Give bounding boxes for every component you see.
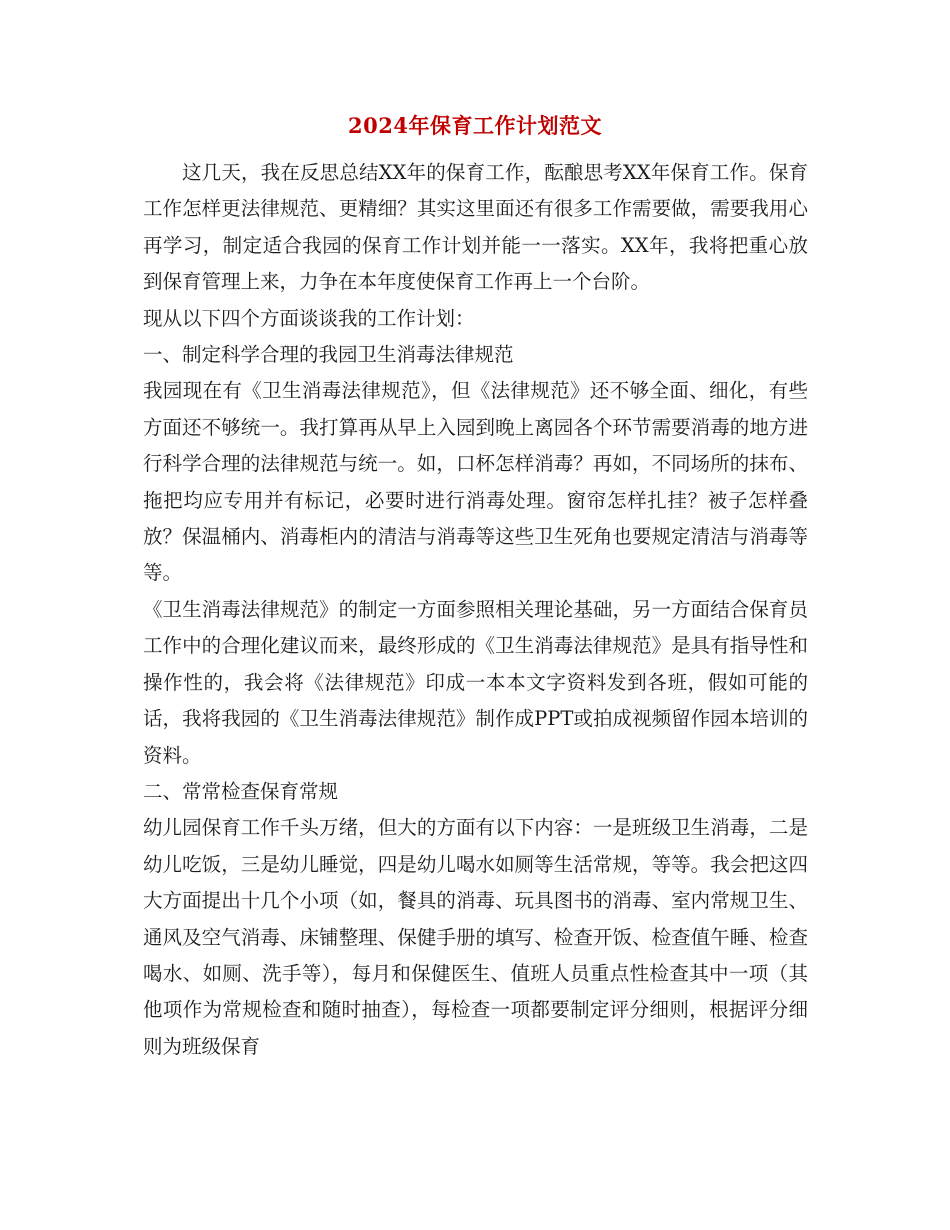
paragraph-intro: 这几天，我在反思总结XX年的保育工作，酝酿思考XX年保育工作。保育工作怎样更法律规范、更精细？其实这里面还有很多工作需要做，需要我用心再学习，制定适合我园的保育工作计划并能一一落实。XX年，我将把重心放到保育管理上来，力争在本年度使保育工作再上一个台阶。 <box>143 161 808 294</box>
paragraph-section-1a: 我园现在有《卫生消毒法律规范》，但《法律规范》还不够全面、细化，有些方面还不够统一。我打算再从早上入园到晚上离园各个环节需要消毒的地方进行科学合理的法律规范与统一。如，口杯怎样消毒？再如，不同场所的抹布、拖把均应专用并有标记，必要时进行消毒处理。窗帘怎样扎挂？被子怎样叠放？保温桶内、消毒柜内的清洁与消毒等这些卫生死角也要规定清洁与消毒等等。 <box>143 379 808 585</box>
paragraph-section-2a: 幼儿园保育工作千头万绪，但大的方面有以下内容：一是班级卫生消毒，二是幼儿吃饭，三是幼儿睡觉，四是幼儿喝水如厕等生活常规，等等。我会把这四大方面提出十几个小项（如，餐具的消毒、玩具图书的消毒、室内常规卫生、通风及空气消毒、床铺整理、保健手册的填写、检查开饭、检查值午睡、检查喝水、如厕、洗手等），每月和保健医生、值班人员重点性检查其中一项（其他项作为常规检查和随时抽查），每检查一项都要制定评分细则，根据评分细则为班级保育 <box>143 816 808 1058</box>
section-heading-2: 二、常常检查保育常规 <box>143 779 339 803</box>
paragraph-section-1b: 《卫生消毒法律规范》的制定一方面参照相关理论基础，另一方面结合保育员工作中的合理化建议而来，最终形成的《卫生消毒法律规范》是具有指导性和操作性的，我会将《法律规范》印成一本本文字资料发到各班，假如可能的话，我将我园的《卫生消毒法律规范》制作成PPT或拍成视频留作园本培训的资料。 <box>143 597 808 767</box>
document-title: 2024年保育工作计划范文 <box>348 113 602 138</box>
document-body <box>143 155 808 1065</box>
paragraph-outline: 现从以下四个方面谈谈我的工作计划： <box>143 306 475 330</box>
section-heading-1: 一、制定科学合理的我园卫生消毒法律规范 <box>143 343 514 367</box>
